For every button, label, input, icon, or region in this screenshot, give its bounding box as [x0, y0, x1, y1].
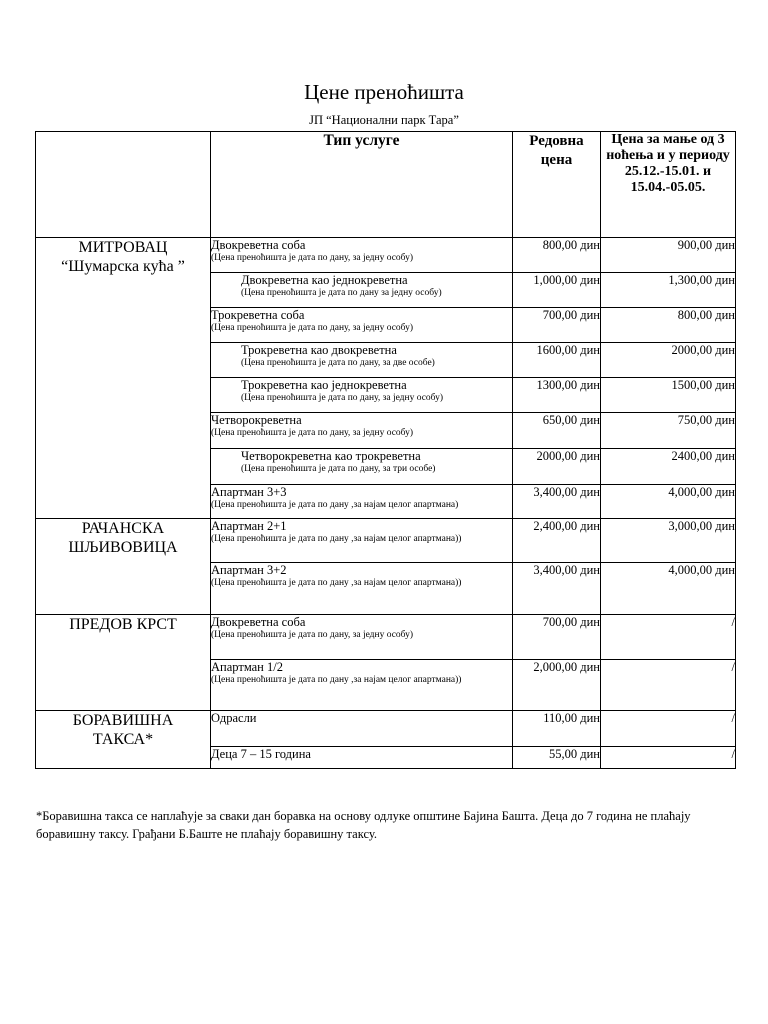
service-note: (Цена преноћишта је дата по дану, за једну особу) [241, 393, 444, 403]
location-name: ПРЕДОВ КРСТ [36, 615, 211, 711]
table-row [36, 519, 736, 563]
regular-price: 800,00 дин [513, 238, 601, 273]
service-name: Трокреветна као двокреветна [241, 343, 397, 357]
service-name: Четворокреветна [211, 413, 302, 427]
header-empty-cell [36, 132, 211, 238]
service-cell [211, 413, 513, 449]
service-name: Одрасли [211, 711, 257, 725]
service-note: (Цена преноћишта је дата по дану, за једну особу) [211, 253, 414, 263]
short-stay-price: / [601, 711, 736, 747]
short-stay-price: 1,300,00 дин [601, 273, 736, 308]
short-stay-price: 4,000,00 дин [601, 485, 736, 519]
regular-price: 1600,00 дин [513, 343, 601, 378]
price-table [35, 131, 736, 769]
service-note: (Цена преноћишта је дата по дану за једну особу) [241, 288, 442, 298]
regular-price: 700,00 дин [513, 308, 601, 343]
header-row [36, 132, 736, 238]
service-cell [211, 615, 513, 660]
service-name: Апартман 3+2 [211, 563, 287, 577]
service-cell [211, 238, 513, 273]
service-note: (Цена преноћишта је дата по дану ,за најам целог апартмана) [211, 500, 459, 510]
price-rows [36, 238, 736, 769]
short-stay-price: 1500,00 дин [601, 378, 736, 413]
short-stay-price: / [601, 615, 736, 660]
service-cell [211, 519, 513, 563]
service-cell [211, 273, 513, 308]
page-subtitle: ЈП “Национални парк Тара” [309, 113, 459, 127]
service-note: (Цена преноћишта је дата по дану, за две особе) [241, 358, 435, 368]
location-name: РАЧАНСКА ШЉИВОВИЦА [36, 519, 211, 615]
service-name: Трокреветна соба [211, 308, 305, 322]
service-cell [211, 485, 513, 519]
regular-price: 2,000,00 дин [513, 660, 601, 711]
service-name: Трокреветна као једнокреветна [241, 378, 407, 392]
location-name: БОРАВИШНА ТАКСА* [36, 711, 211, 769]
table-row [36, 711, 736, 747]
header-service-type: Тип услуге [211, 132, 513, 238]
service-name: Двокреветна соба [211, 615, 306, 629]
service-cell [211, 747, 513, 769]
regular-price: 2,400,00 дин [513, 519, 601, 563]
location-name: МИТРОВАЦ “Шумарска кућа ” [36, 238, 211, 519]
regular-price: 110,00 дин [513, 711, 601, 747]
regular-price: 2000,00 дин [513, 449, 601, 485]
header-regular-price: Редовна цена [513, 132, 601, 238]
service-note: (Цена преноћишта је дата по дану ,за најам целог апартмана)) [211, 578, 462, 588]
regular-price: 650,00 дин [513, 413, 601, 449]
service-name: Четворокреветна као трокреветна [241, 449, 421, 463]
short-stay-price: / [601, 660, 736, 711]
short-stay-price: 900,00 дин [601, 238, 736, 273]
short-stay-price: 2000,00 дин [601, 343, 736, 378]
service-cell [211, 563, 513, 615]
short-stay-price: 750,00 дин [601, 413, 736, 449]
service-note: (Цена преноћишта је дата по дану, за једну особу) [211, 630, 414, 640]
regular-price: 1300,00 дин [513, 378, 601, 413]
service-cell [211, 711, 513, 747]
service-cell [211, 660, 513, 711]
service-name: Деца 7 – 15 година [211, 747, 311, 761]
page-title: Цене преноћишта [304, 80, 464, 104]
footnote: *Боравишна такса се наплаћује за сваки дан боравка на основу одлуке општине Бајина Башта. Деца до 7 година не плаћају боравишну таксу. Грађани Б.Баште не плаћају боравишну таксу. [36, 809, 691, 841]
header-short-stay-price: Цена за мање од 3 ноћења и у периоду 25.12.-15.01. и 15.04.-05.05. [601, 132, 736, 238]
regular-price: 3,400,00 дин [513, 485, 601, 519]
service-name: Двокреветна као једнокреветна [241, 273, 408, 287]
service-note: (Цена преноћишта је дата по дану, за једну особу) [211, 428, 414, 438]
service-cell [211, 449, 513, 485]
service-cell [211, 308, 513, 343]
short-stay-price: 3,000,00 дин [601, 519, 736, 563]
short-stay-price: / [601, 747, 736, 769]
table-row [36, 615, 736, 660]
service-cell [211, 343, 513, 378]
service-name: Апартман 2+1 [211, 519, 287, 533]
service-name: Двокреветна соба [211, 238, 306, 252]
regular-price: 1,000,00 дин [513, 273, 601, 308]
short-stay-price: 2400,00 дин [601, 449, 736, 485]
table-row [36, 238, 736, 273]
regular-price: 55,00 дин [513, 747, 601, 769]
service-cell [211, 378, 513, 413]
service-name: Апартман 1/2 [211, 660, 283, 674]
service-note: (Цена преноћишта је дата по дану, за три особе) [241, 464, 436, 474]
short-stay-price: 800,00 дин [601, 308, 736, 343]
short-stay-price: 4,000,00 дин [601, 563, 736, 615]
service-note: (Цена преноћишта је дата по дану ,за најам целог апартмана)) [211, 534, 462, 544]
service-note: (Цена преноћишта је дата по дану ,за најам целог апартмана)) [211, 675, 462, 685]
service-name: Апартман 3+3 [211, 485, 287, 499]
service-note: (Цена преноћишта је дата по дану, за једну особу) [211, 323, 414, 333]
regular-price: 3,400,00 дин [513, 563, 601, 615]
regular-price: 700,00 дин [513, 615, 601, 660]
